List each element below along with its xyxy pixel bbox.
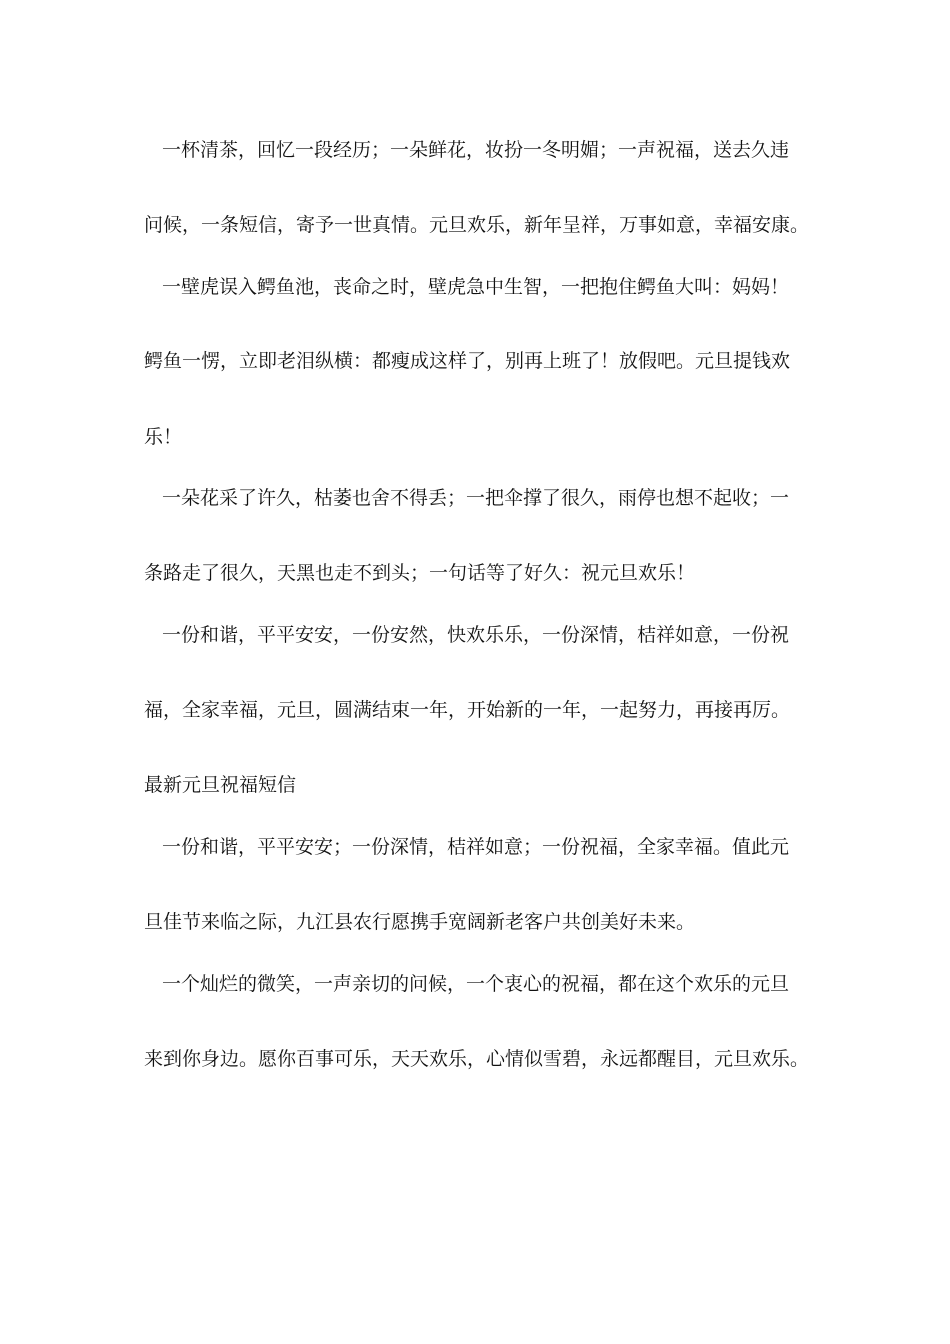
paragraph-2-line-3: 乐！ <box>144 426 183 448</box>
paragraph-1-line-2: 问候，一条短信，寄予一世真情。元旦欢乐，新年呈祥，万事如意，幸福安康。 <box>144 214 810 236</box>
paragraph-4-line-1: 一份和谐，平平安安，一份安然，快欢乐乐，一份深情，桔祥如意，一份祝 <box>162 624 790 646</box>
section-heading: 最新元旦祝福短信 <box>144 774 297 796</box>
paragraph-1-line-1: 一杯清茶，回忆一段经历；一朵鲜花，妆扮一冬明媚；一声祝福，送去久违 <box>162 139 790 161</box>
paragraph-2-line-2: 鳄鱼一愣，立即老泪纵横：都瘦成这样了，别再上班了！放假吧。元旦提钱欢 <box>144 350 791 372</box>
paragraph-3-line-2: 条路走了很久，天黑也走不到头；一句话等了好久：祝元旦欢乐！ <box>144 562 696 584</box>
paragraph-4-line-2: 福，全家幸福，元旦，圆满结束一年，开始新的一年，一起努力，再接再厉。 <box>144 699 791 721</box>
section-paragraph-1-line-2: 旦佳节来临之际，九江县农行愿携手宽阔新老客户共创美好未来。 <box>144 911 696 933</box>
section-paragraph-2-line-2: 来到你身边。愿你百事可乐，天天欢乐，心情似雪碧，永远都醒目，元旦欢乐。 <box>144 1048 810 1070</box>
section-paragraph-1-line-1: 一份和谐，平平安安；一份深情，桔祥如意；一份祝福，全家幸福。值此元 <box>162 836 790 858</box>
paragraph-3-line-1: 一朵花采了许久，枯萎也舍不得丢；一把伞撑了很久，雨停也想不起收；一 <box>162 487 790 509</box>
section-paragraph-2-line-1: 一个灿烂的微笑，一声亲切的问候，一个衷心的祝福，都在这个欢乐的元旦 <box>162 973 790 995</box>
paragraph-2-line-1: 一壁虎误入鳄鱼池，丧命之时，壁虎急中生智，一把抱住鳄鱼大叫：妈妈！ <box>162 276 790 298</box>
